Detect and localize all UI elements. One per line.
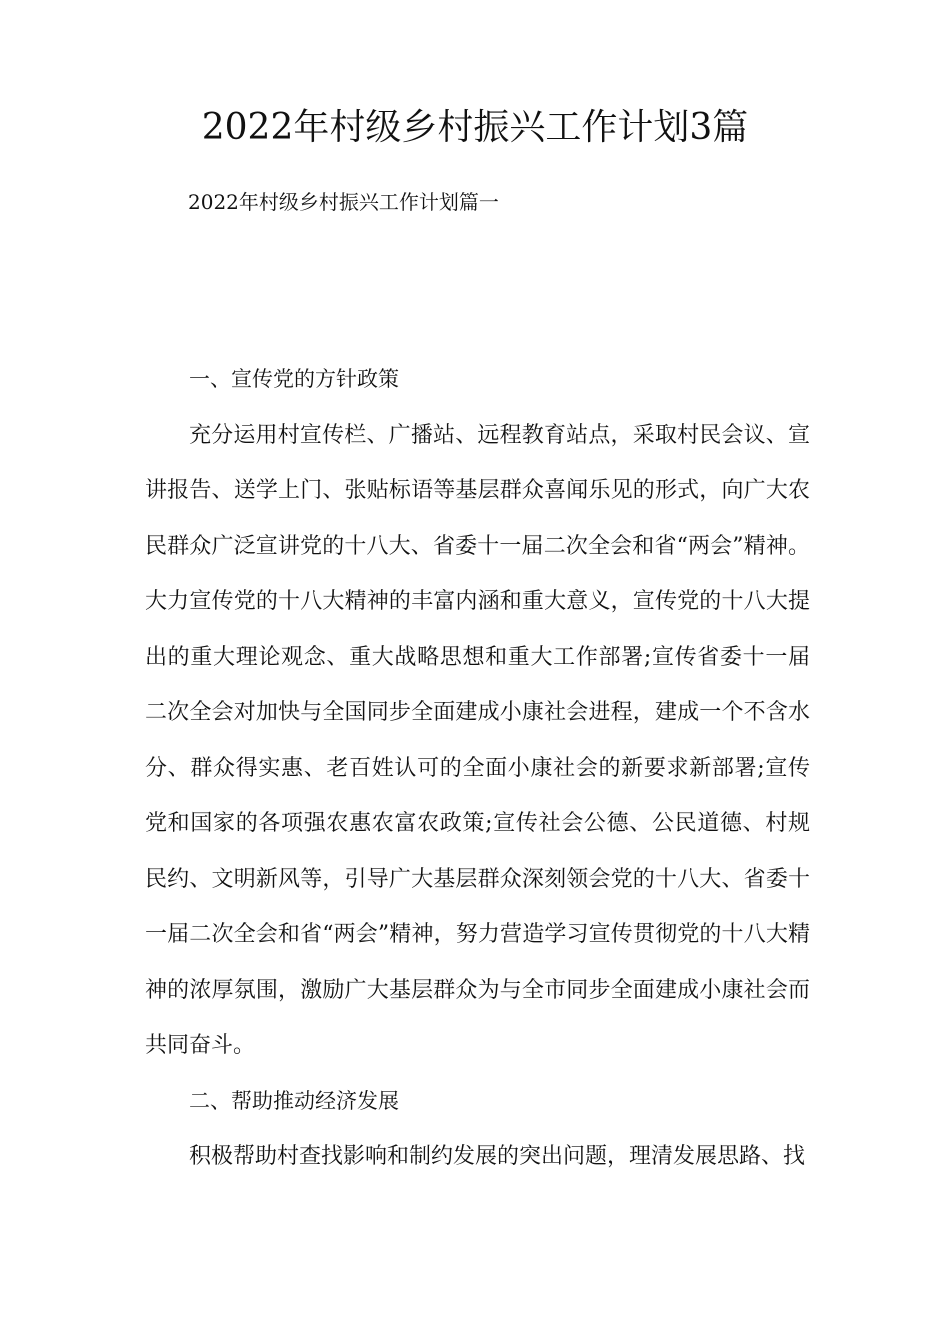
section-heading-1: 一、宣传党的方针政策 <box>189 367 399 391</box>
section-heading-2: 二、帮助推动经济发展 <box>189 1088 399 1113</box>
section-paragraph-2: 积极帮助村查找影响和制约发展的突出问题，理清发展思路、找 <box>189 1144 806 1169</box>
document-body <box>145 352 810 1185</box>
document-title: 2022年村级乡村振兴工作计划3篇 <box>201 107 749 148</box>
document-subtitle: 2022年村级乡村振兴工作计划篇一 <box>188 190 499 214</box>
section-paragraph-1: 充分运用村宣传栏、广播站、远程教育站点，采取村民会议、宣讲报告、送学上门、张贴标语等基层群众喜闻乐见的形式，向广大农民群众广泛宣讲党的十八大、省委十一届二次全会和省“两会”精神。大力宣传党的十八大精神的丰富内涵和重大意义，宣传党的十八大提出的重大理论观念、重大战略思想和重大工作部署;宣传省委十一届二次全会对加快与全国同步全面建成小康社会进程，建成一个不含水分、群众得实惠、老百姓认可的全面小康社会的新要求新部署;宣传党和国家的各项强农惠农富农政策;宣传社会公德、公民道德、村规民约、文明新风等，引导广大基层群众深刻领会党的十八大、省委十一届二次全会和省“两会”精神，努力营造学习宣传贯彻党的十八大精神的浓厚氛围，激励广大基层群众为与全市同步全面建成小康社会而共同奋斗。 <box>145 422 810 1058</box>
